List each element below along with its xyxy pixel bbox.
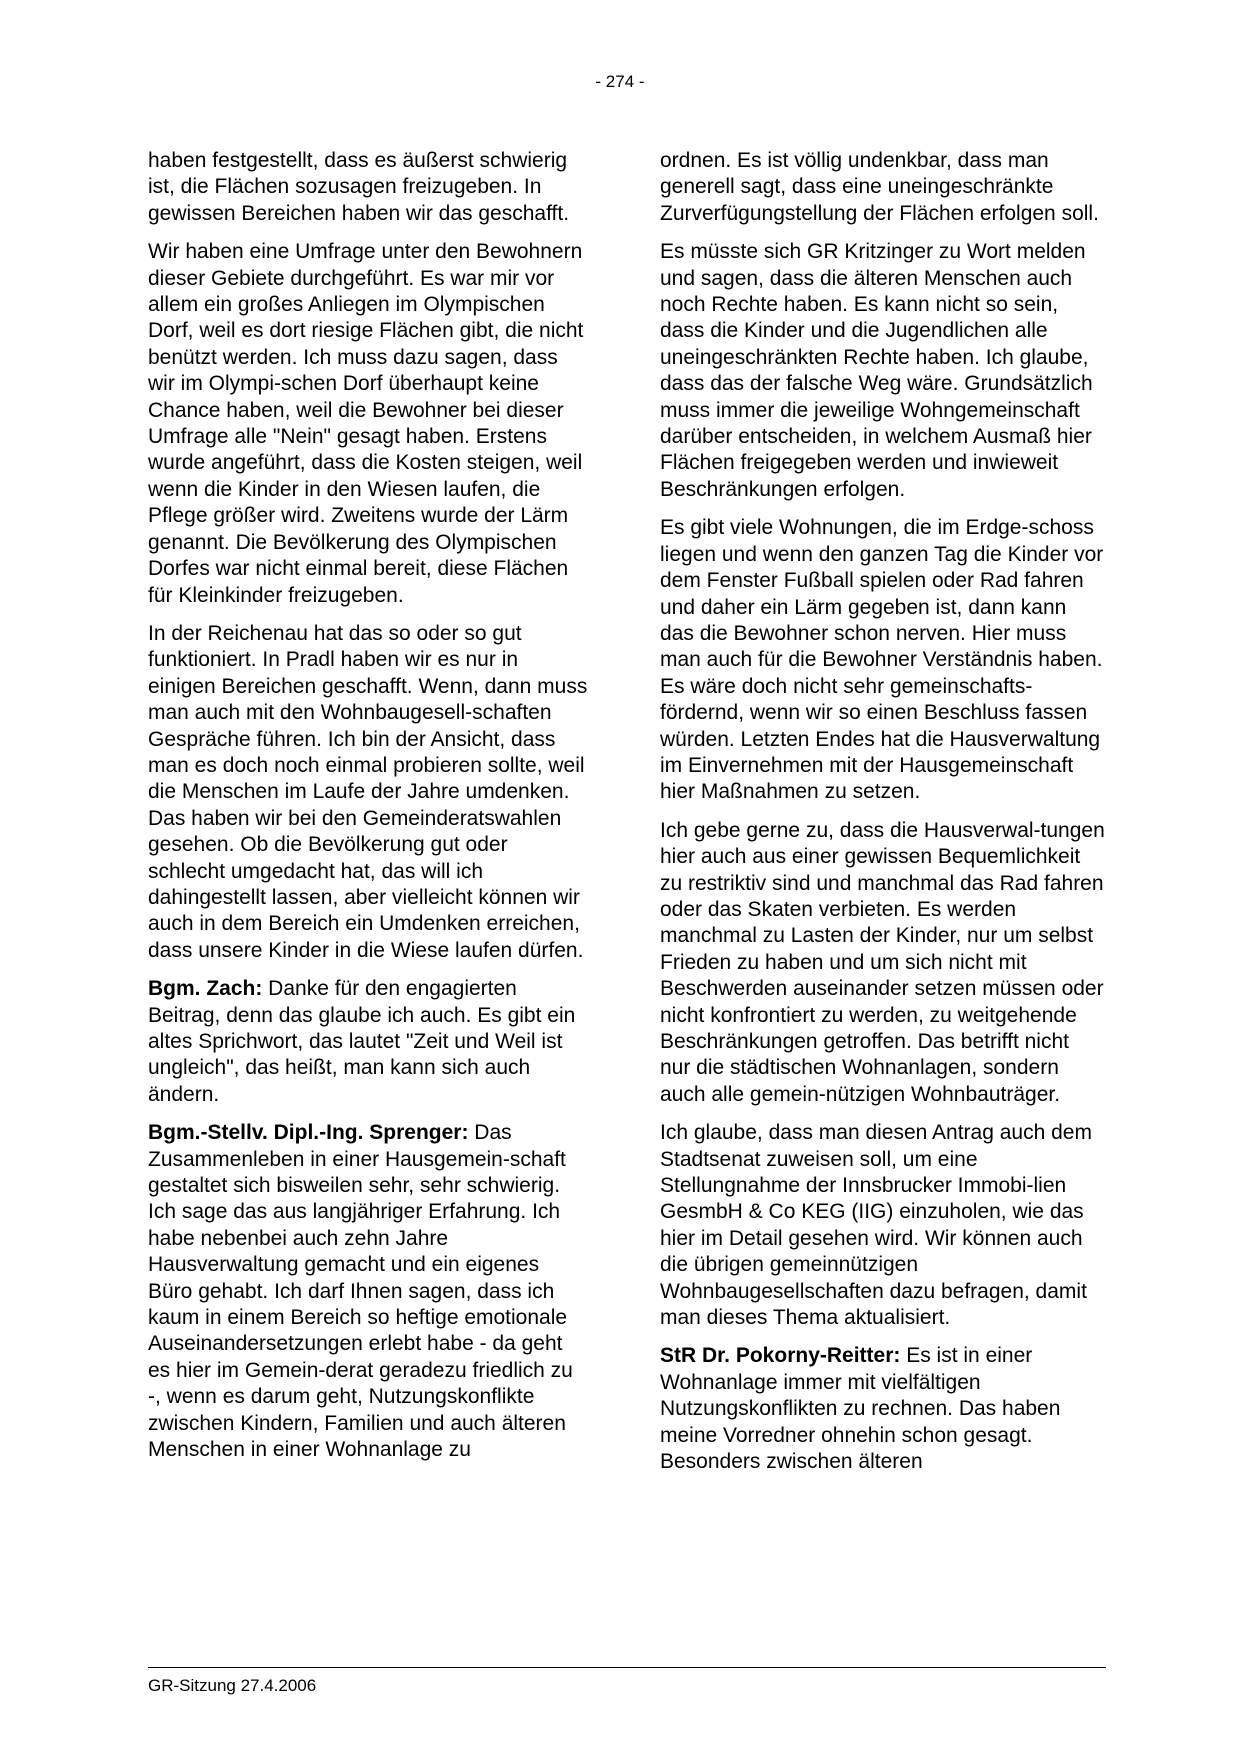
speech-text: Danke für den engagierten Beitrag, denn das glaube ich auch. Es gibt ein altes Sprichwort, das lautet "Zeit und Weil ist ungleich", das heißt, man kann sich auch ändern. — [148, 977, 576, 1106]
footer-session-date: GR-Sitzung 27.4.2006 — [148, 1676, 317, 1695]
page-number: - 274 - — [595, 72, 645, 91]
paragraph: Ich glaube, dass man diesen Antrag auch dem Stadtsenat zuweisen soll, um eine Stellungnahme der Innsbrucker Immobi-lien GesmbH & Co KEG (IIG) einzuholen, wie das hier im Detail gesehen wird. Wir können auch die übrigen gemeinnützigen Wohnbaugesellschaften dazu befragen, damit man dieses Thema aktualisiert. — [660, 1121, 1092, 1330]
footer-divider — [148, 1667, 1106, 1668]
paragraph: Es gibt viele Wohnungen, die im Erdge-schoss liegen und wenn den ganzen Tag die Kinder vor dem Fenster Fußball spielen oder Rad fahren und daher ein Lärm gegeben ist, dann kann das die Bewohner schon nerven. Hier muss man auch für die Bewohner Verständnis haben. Es wäre doch nicht sehr gemeinschafts-fördernd, wenn wir so einen Beschluss fassen würden. Letzten Endes hat die Hausverwaltung im Einvernehmen mit der Hausgemeinschaft hier Maßnahmen zu setzen. — [660, 516, 1104, 804]
paragraph — [660, 1343, 1105, 1475]
paragraph: Ich gebe gerne zu, dass die Hausverwal-tungen hier auch aus einer gewissen Bequemlichkeit zu restriktiv sind und manchmal das Rad fahren oder das Skaten verbieten. Es werden manchmal zu Lasten der Kinder, nur um selbst Frieden zu haben und um sich nicht mit Beschwerden auseinander setzen müssen oder nicht konfrontiert zu werden, zu weitgehende Beschränkungen getroffen. Das betrifft nicht nur die städtischen Wohnanlagen, sondern auch alle gemein-nützigen Wohnbauträger. — [660, 818, 1105, 1106]
speaker-name: Bgm.-Stellv. Dipl.-Ing. Sprenger: — [148, 1121, 469, 1145]
paragraph: ordnen. Es ist völlig undenkbar, dass man generell sagt, dass eine uneingeschränkte Zurverfügungstellung der Flächen erfolgen soll. — [660, 149, 1099, 225]
right-column — [660, 148, 1105, 1476]
speech-text: Es ist in einer Wohnanlage immer mit vielfältigen Nutzungskonflikten zu rechnen. Das haben meine Vorredner ohnehin schon gesagt. Besonders zwischen älteren — [660, 1344, 1061, 1474]
speaker-name: Bgm. Zach: — [148, 977, 263, 1001]
paragraph — [148, 1120, 588, 1463]
paragraph — [148, 976, 588, 1108]
paragraph: Wir haben eine Umfrage unter den Bewohnern dieser Gebiete durchgeführt. Es war mir vor allem ein großes Anliegen im Olympischen Dorf, weil es dort riesige Flächen gibt, die nicht benützt werden. Ich muss dazu sagen, dass wir im Olympi-schen Dorf überhaupt keine Chance haben, weil die Bewohner bei dieser Umfrage alle "Nein" gesagt haben. Erstens wurde angeführt, dass die Kosten steigen, weil wenn die Kinder in den Wiesen laufen, die Pflege größer wird. Zweitens wurde der Lärm genannt. Die Bevölkerung des Olympischen Dorfes war nicht einmal bereit, diese Flächen für Kleinkinder freizugeben. — [148, 240, 584, 607]
paragraph: haben festgestellt, dass es äußerst schwierig ist, die Flächen sozusagen freizugeben. In gewissen Bereichen haben wir das geschafft. — [148, 149, 570, 225]
speech-text: Das Zusammenleben in einer Hausgemein-schaft gestaltet sich bisweilen sehr, sehr schwierig. Ich sage das aus langjähriger Erfahrung. Ich habe nebenbei auch zehn Jahre Hausverwaltung gemacht und ein eigenes Büro gehabt. Ich darf Ihnen sagen, dass ich kaum in einem Bereich so heftige emotionale Auseinandersetzungen erlebt habe - da geht es hier im Gemein-derat geradezu friedlich zu -, wenn es darum geht, Nutzungskonflikte zwischen Kindern, Familien und auch älteren Menschen in einer Wohnanlage zu — [148, 1121, 573, 1462]
paragraph: In der Reichenau hat das so oder so gut funktioniert. In Pradl haben wir es nur in einigen Bereichen geschafft. Wenn, dann muss man auch mit den Wohnbaugesell-schaften Gespräche führen. Ich bin der Ansicht, dass man es doch noch einmal probieren sollte, weil die Menschen im Laufe der Jahre umdenken. Das haben wir bei den Gemeinderatswahlen gesehen. Ob die Bevölkerung gut oder schlecht umgedacht hat, das will ich dahingestellt lassen, aber vielleicht können wir auch in dem Bereich ein Umdenken erreichen, dass unsere Kinder in die Wiese laufen dürfen. — [148, 621, 588, 962]
left-column — [148, 148, 588, 1464]
speaker-name: StR Dr. Pokorny-Reitter: — [660, 1344, 901, 1368]
paragraph: Es müsste sich GR Kritzinger zu Wort melden und sagen, dass die älteren Menschen auch noch Rechte haben. Es kann nicht so sein, dass die Kinder und die Jugendlichen alle uneingeschränkten Rechte haben. Ich glaube, dass das der falsche Weg wäre. Grundsätzlich muss immer die jeweilige Wohngemeinschaft darüber entscheiden, in welchem Ausmaß hier Flächen freigegeben werden und inwieweit Beschränkungen erfolgen. — [660, 240, 1093, 501]
